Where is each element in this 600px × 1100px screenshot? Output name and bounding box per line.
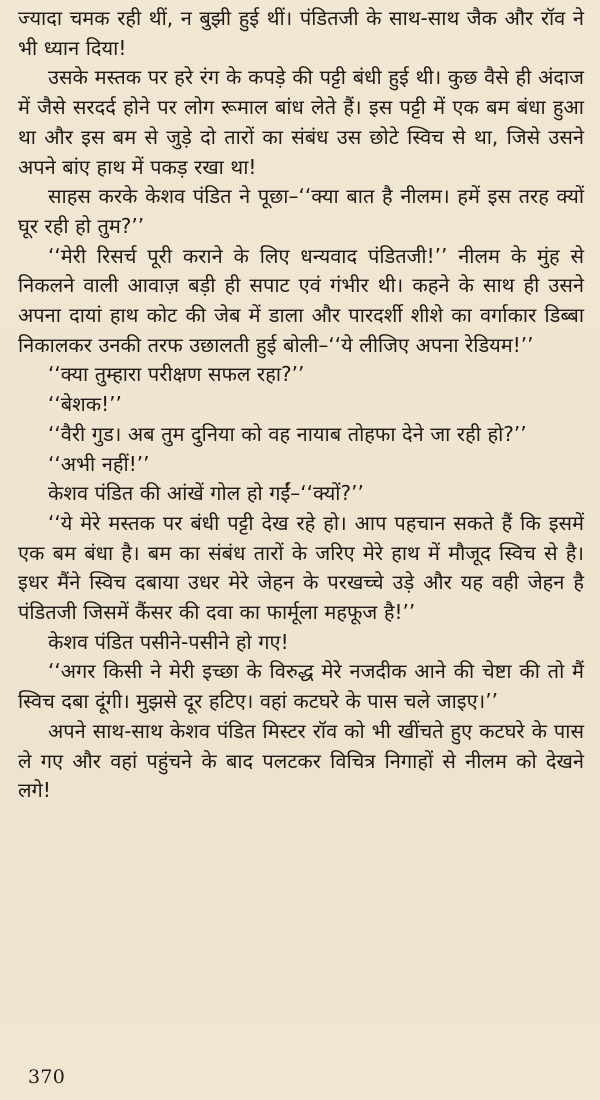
page-body: [18, 4, 584, 806]
paragraph-4: ‘‘मेरी रिसर्च पूरी कराने के लिए धन्यवाद पंडितजी!’’ नीलम के मुंह से निकलने वाली आवाज़ बड़ी ही सपाट एवं गंभीर थी। कहने के साथ ही उसने अपना दायां हाथ कोट की जेब में डाला और पारदर्शी शीशे का वर्गाकार डिब्बा निकालकर उनकी तरफ उछालती हुई बोली–‘‘ये लीजिए अपना रेडियम!’’: [18, 243, 584, 357]
paragraph-2: उसके मस्तक पर हरे रंग के कपड़े की पट्टी बंधी हुई थी। कुछ वैसे ही अंदाज में जैसे सरदर्द होने पर लोग रूमाल बांध लेते हैं। इस पट्टी में एक बम बंधा हुआ था और इस बम से जुड़े दो तारों का संबंध उस छोटे स्विच से था, जिसे उसने अपने बांए हाथ में पकड़ रखा था!: [18, 65, 584, 179]
paragraph-1: ज्यादा चमक रही थीं, न बुझी हुई थीं। पंडितजी के साथ-साथ जैक और रॉव ने भी ध्यान दिया!: [18, 6, 584, 60]
paragraph-12: ‘‘अगर किसी ने मेरी इच्छा के विरुद्ध मेरे नजदीक आने की चेष्टा की तो मैं स्विच दबा दूंगी। मुझसे दूर हटिए। वहां कटघरे के पास चले जाइए।’’: [18, 659, 584, 714]
page-number: 370: [28, 1066, 66, 1088]
paragraph-10: ‘‘ये मेरे मस्तक पर बंधी पट्टी देख रहे हो। आप पहचान सकते हैं कि इसमें एक बम बंधा है। बम का संबंध तारों के जरिए मेरे हाथ में मौजूद स्विच से है। इधर मैंने स्विच दबाया उधर मेरे जेहन के परखच्चे उड़े और यह वही जेहन है पंडितजी जिसमें कैंसर की दवा का फार्मूला महफूज है!’’: [18, 510, 584, 625]
paragraph-11: केशव पंडित पसीने-पसीने हो गए!: [48, 629, 289, 654]
paragraph-3: साहस करके केशव पंडित ने पूछा–‘‘क्या बात है नीलम। हमें इस तरह क्यों घूर रही हो तुम?’’: [18, 184, 584, 238]
paragraph-5: ‘‘क्या तुम्हारा परीक्षण सफल रहा?’’: [48, 362, 305, 387]
paragraph-9: केशव पंडित की आंखें गोल हो गईं–‘‘क्यों?’’: [48, 481, 364, 506]
paragraph-6: ‘‘बेशक!’’: [48, 392, 122, 417]
paragraph-8: ‘‘अभी नहीं!’’: [48, 451, 150, 476]
paragraph-13: अपने साथ-साथ केशव पंडित मिस्टर रॉव को भी खींचते हुए कटघरे के पास ले गए और वहां पहुंचने के बाद पलटकर विचित्र निगाहों से नीलम को देखने लगे!: [18, 718, 584, 803]
paragraph-7: ‘‘वैरी गुड। अब तुम दुनिया को वह नायाब तोहफा देने जा रही हो?’’: [48, 421, 527, 446]
